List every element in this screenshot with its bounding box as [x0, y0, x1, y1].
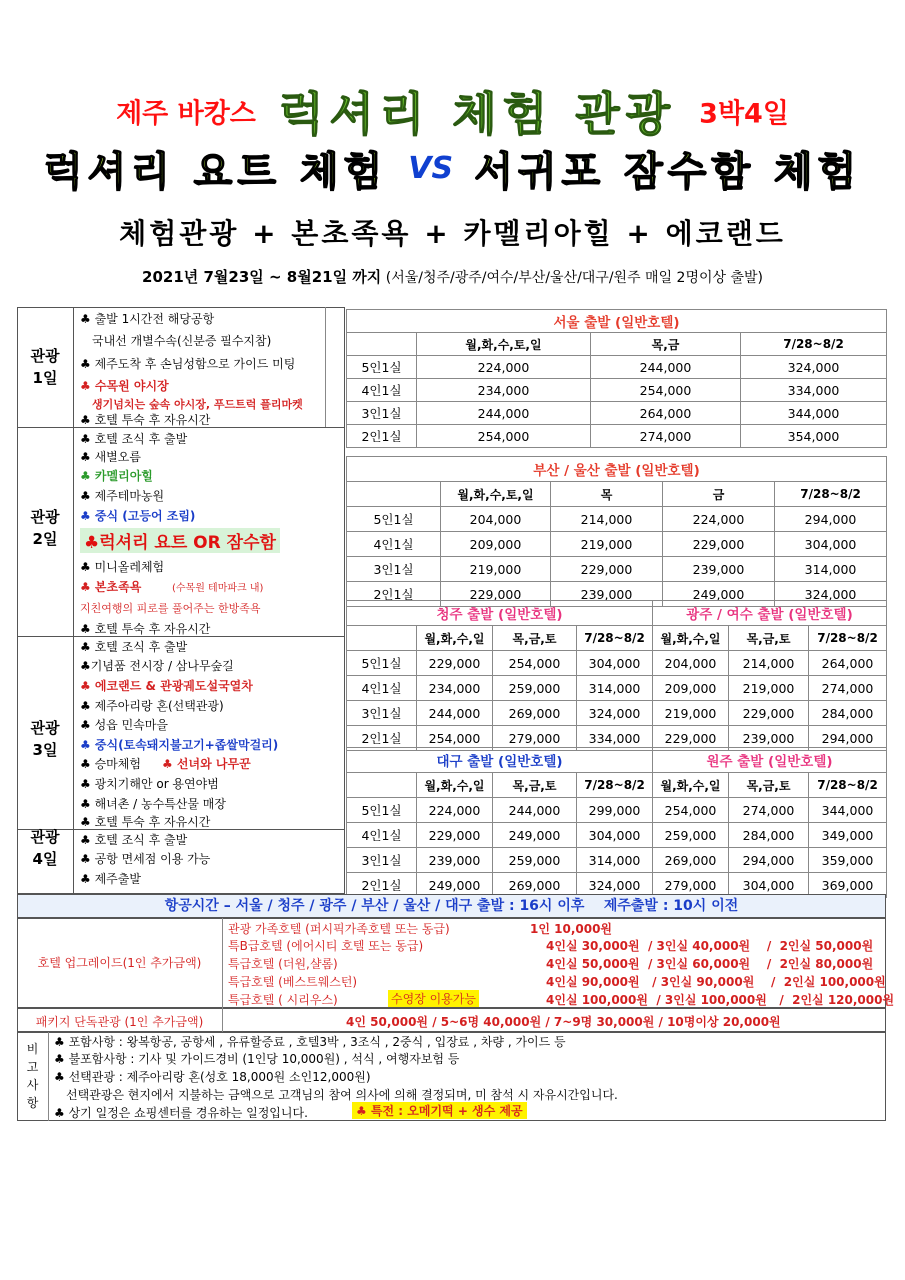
table-cell: 월,화,수,일	[653, 626, 729, 651]
table-cell: 219,000	[551, 532, 663, 557]
table-cell: 314,000	[577, 848, 653, 873]
table-cell: 369,000	[809, 873, 887, 898]
table-cell: 4인1실	[347, 532, 441, 557]
table-cell	[347, 626, 417, 651]
table-cell: 목	[551, 482, 663, 507]
table-cell: 7/28~8/2	[809, 626, 887, 651]
table-cell: 269,000	[493, 701, 577, 726]
headline-3: 체험관광 + 본초족욕 + 카멜리아힐 + 에코랜드	[119, 217, 786, 250]
table-cell: 344,000	[809, 798, 887, 823]
seoul-title: 서울 출발 (일반호텔)	[347, 310, 887, 333]
day2-item: ♣ 호텔 투숙 후 자유시간	[80, 622, 211, 636]
table-cell: 284,000	[809, 701, 887, 726]
day4-item: ♣ 공항 면세점 이용 가능	[80, 852, 211, 866]
day2-item: ♣ 호텔 조식 후 출발	[80, 432, 188, 446]
table-cell: 월,화,수,일	[653, 773, 729, 798]
table-cell: 금	[663, 482, 775, 507]
cheongju-title: 청주 출발 (일반호텔)	[347, 601, 653, 626]
daegu-wonju-price-table	[346, 747, 887, 898]
table-cell: 214,000	[551, 507, 663, 532]
pool-badge: 수영장 이용가능	[388, 990, 479, 1007]
day1-item: ♣ 제주도착 후 손님성함으로 가이드 미팅	[80, 357, 296, 371]
table-cell: 2인1실	[347, 873, 417, 898]
upgrade-hotel: 특급호텔 (베스트웨스턴)	[228, 975, 358, 989]
upgrade-price: 1인 10,000원	[530, 922, 613, 936]
table-cell: 월,화,수,일	[417, 626, 493, 651]
day2-item: ♣ 중식 (고등어 조림)	[80, 509, 196, 523]
table-cell: 264,000	[809, 651, 887, 676]
headline-left: 제주 바캉스	[116, 98, 256, 130]
table-cell: 304,000	[729, 873, 809, 898]
table-cell: 224,000	[417, 798, 493, 823]
table-cell: 7/28~8/2	[775, 482, 887, 507]
busan-title: 부산 / 울산 출발 (일반호텔)	[347, 457, 887, 482]
table-cell: 목,금,토	[493, 773, 577, 798]
table-row	[347, 356, 887, 379]
table-row	[347, 701, 887, 726]
upgrade-hotel: 특급호텔 (더원,샬롬)	[228, 957, 338, 971]
table-cell: 229,000	[441, 582, 551, 607]
table-row	[347, 676, 887, 701]
table-cell: 4인1실	[347, 676, 417, 701]
table-row	[347, 848, 887, 873]
note-line: ♣ 포함사항 : 왕복항공, 공항세 , 유류할증료 , 호텔3박 , 3조식 , 2중식 , 입장료 , 차량 , 가이드 등	[54, 1035, 566, 1049]
note-line: ♣ 상기 일정은 쇼핑센터를 경유하는 일정입니다.	[54, 1106, 308, 1120]
day3-item: ♣ 제주아리랑 혼(선택관광)	[80, 699, 224, 713]
day4-item: ♣ 호텔 조식 후 출발	[80, 833, 188, 847]
table-cell: 월,화,수,일	[417, 773, 493, 798]
table-cell: 349,000	[809, 823, 887, 848]
day2-item: ♣ 카멜리아힐	[80, 469, 153, 483]
table-cell: 359,000	[809, 848, 887, 873]
table-cell: 254,000	[417, 425, 591, 448]
headline-2	[0, 140, 905, 197]
table-cell: 219,000	[653, 701, 729, 726]
table-cell: 249,000	[663, 582, 775, 607]
gwangju-title: 광주 / 여수 출발 (일반호텔)	[653, 601, 887, 626]
table-cell: 304,000	[775, 532, 887, 557]
table-cell: 7/28~8/2	[577, 773, 653, 798]
table-cell: 259,000	[653, 823, 729, 848]
day3-item: ♣ 호텔 조식 후 출발	[80, 640, 188, 654]
day4-label: 관광 4일	[30, 828, 60, 868]
table-cell: 254,000	[417, 726, 493, 751]
col-head: 7/28~8/2	[741, 333, 887, 356]
table-cell: 249,000	[417, 873, 493, 898]
table-cell: 254,000	[591, 379, 741, 402]
table-cell: 239,000	[663, 557, 775, 582]
table-cell: 269,000	[493, 873, 577, 898]
busan-price-table	[346, 456, 887, 607]
day3-item: ♣ 중식(토속돼지불고기+좁쌀막걸리)	[80, 738, 279, 752]
table-cell: 2인1실	[347, 726, 417, 751]
table-cell: 239,000	[729, 726, 809, 751]
table-cell: 249,000	[493, 823, 577, 848]
table-cell	[347, 482, 441, 507]
table-cell	[347, 773, 417, 798]
notes-label: 비고사항	[26, 1042, 39, 1110]
table-cell: 244,000	[417, 701, 493, 726]
package-value: 4인 50,000원 / 5~6명 40,000원 / 7~9명 30,000원 / 10명이상 20,000원	[346, 1015, 781, 1029]
day4-item: ♣ 제주출발	[80, 872, 141, 886]
note-line: ♣ 불포함사항 : 기사 및 가이드경비 (1인당 10,000원) , 석식 , 여행자보험 등	[54, 1052, 460, 1066]
yacht-or-submarine: ♣럭셔리 요트 OR 잠수함	[80, 528, 280, 553]
special-badge: ♣ 특전 : 오메기떡 + 생수 제공	[352, 1102, 527, 1119]
table-row	[347, 402, 887, 425]
cheongju-gwangju-price-table	[346, 600, 887, 751]
upgrade-hotel: 특B급호텔 (에어시티 호텔 또는 동급)	[228, 939, 424, 953]
upgrade-price: 4인실 30,000원 / 3인실 40,000원 / 2인실 50,000원	[546, 939, 874, 953]
table-cell: 229,000	[653, 726, 729, 751]
table-cell: 목,금,토	[729, 773, 809, 798]
table-cell: 259,000	[493, 676, 577, 701]
table-row	[347, 425, 887, 448]
package-label: 패키지 단독관광 (1인 추가금액)	[35, 1015, 204, 1029]
table-cell: 244,000	[591, 356, 741, 379]
table-cell: 284,000	[729, 823, 809, 848]
table-cell: 219,000	[441, 557, 551, 582]
table-cell: 목,금,토	[729, 626, 809, 651]
table-cell: 274,000	[591, 425, 741, 448]
table-cell: 279,000	[493, 726, 577, 751]
upgrade-hotel: 특급호텔 ( 시리우스)	[228, 993, 338, 1007]
table-cell: 7/28~8/2	[809, 773, 887, 798]
table-cell: 239,000	[417, 848, 493, 873]
table-cell: 239,000	[551, 582, 663, 607]
table-cell: 229,000	[729, 701, 809, 726]
day1-item: 국내선 개별수속(신분증 필수지참)	[92, 334, 272, 348]
table-cell: 5인1실	[347, 356, 417, 379]
note-line: ♣ 선택관광 : 제주아리랑 혼(성호 18,000원 소인12,000원)	[54, 1070, 371, 1084]
table-cell: 229,000	[417, 823, 493, 848]
table-cell: 3인1실	[347, 402, 417, 425]
table-row	[347, 507, 887, 532]
table-cell: 5인1실	[347, 651, 417, 676]
vs-mark: VS	[408, 151, 454, 186]
yacht-title: 럭셔리 요트 체험	[43, 149, 388, 195]
seoul-price-table	[346, 309, 887, 448]
table-cell: 354,000	[741, 425, 887, 448]
upgrade-price: 4인실 90,000원 / 3인실 90,000원 / 2인실 100,000원	[546, 975, 886, 989]
table-cell: 314,000	[577, 676, 653, 701]
table-cell: 3인1실	[347, 701, 417, 726]
table-cell: 7/28~8/2	[577, 626, 653, 651]
table-cell: 299,000	[577, 798, 653, 823]
table-cell: 234,000	[417, 676, 493, 701]
table-cell: 304,000	[577, 651, 653, 676]
day1-item: ♣ 수목원 야시장	[80, 379, 169, 393]
daegu-title: 대구 출발 (일반호텔)	[347, 748, 653, 773]
day2-item: (수목원 테마파크 내)	[172, 583, 264, 594]
headline-main: 럭셔리 체험 관광	[278, 87, 677, 141]
table-row	[347, 532, 887, 557]
upgrade-hotel: 관광 가족호텔 (퍼시픽가족호텔 또는 동급)	[228, 922, 450, 936]
day2-item: ♣ 새별오름	[80, 450, 141, 464]
day3-item: ♣ 승마체험	[80, 757, 141, 771]
note-line: 선택관광은 현지에서 지불하는 금액으로 고객님의 참여 의사에 의해 결정되며, 미 참석 시 자유시간입니다.	[66, 1088, 618, 1102]
table-cell: 254,000	[493, 651, 577, 676]
day3-label: 관광 3일	[30, 719, 60, 759]
date-line	[0, 266, 905, 287]
table-cell: 4인1실	[347, 823, 417, 848]
headline-right: 3박4일	[699, 98, 789, 130]
headline-1	[0, 78, 905, 144]
table-cell: 244,000	[417, 402, 591, 425]
day2-item: ♣ 미니올레체험	[80, 560, 165, 574]
day3-item: ♣ 선녀와 나무꾼	[162, 757, 251, 771]
table-cell: 209,000	[653, 676, 729, 701]
table-row	[347, 557, 887, 582]
table-cell: 274,000	[729, 798, 809, 823]
upgrade-label: 호텔 업그레이드(1인 추가금액)	[37, 956, 202, 970]
table-cell: 목,금,토	[493, 626, 577, 651]
table-cell: 279,000	[653, 873, 729, 898]
day1-item: 생기넘치는 숲속 야시장, 푸드트럭 플리마켓	[92, 398, 303, 411]
table-cell: 204,000	[441, 507, 551, 532]
col-head: 목,금	[591, 333, 741, 356]
date-range: 2021년 7월23일 ~ 8월21일 까지	[142, 268, 382, 286]
table-cell: 264,000	[591, 402, 741, 425]
table-cell: 324,000	[577, 701, 653, 726]
table-cell: 214,000	[729, 651, 809, 676]
table-cell	[347, 333, 417, 356]
table-cell: 234,000	[417, 379, 591, 402]
table-cell: 324,000	[775, 582, 887, 607]
table-cell: 5인1실	[347, 507, 441, 532]
table-cell: 294,000	[775, 507, 887, 532]
table-cell: 4인1실	[347, 379, 417, 402]
day1-label: 관광 1일	[30, 347, 60, 387]
table-cell: 3인1실	[347, 557, 441, 582]
table-cell: 269,000	[653, 848, 729, 873]
table-cell: 229,000	[663, 532, 775, 557]
day2-label: 관광 2일	[30, 508, 60, 548]
table-cell: 324,000	[577, 873, 653, 898]
table-row	[347, 651, 887, 676]
day1-item: ♣ 출발 1시간전 해당공항	[80, 312, 215, 326]
table-cell: 304,000	[577, 823, 653, 848]
day3-item: ♣ 성읍 민속마을	[80, 718, 168, 732]
day3-item: ♣기념품 전시장 / 삼나무숲길	[80, 659, 234, 673]
table-cell: 209,000	[441, 532, 551, 557]
departure-cities: (서울/청주/광주/여수/부산/울산/대구/원주 매일 2명이상 출발)	[385, 270, 763, 286]
day2-item: ♣ 본초족욕	[80, 580, 142, 594]
table-cell: 2인1실	[347, 582, 441, 607]
upgrade-price: 4인실 100,000원 / 3인실 100,000원 / 2인실 120,000원	[546, 993, 895, 1007]
table-cell: 254,000	[653, 798, 729, 823]
table-cell: 월,화,수,토,일	[441, 482, 551, 507]
day1-item: ♣ 호텔 투숙 후 자유시간	[80, 413, 211, 427]
table-cell: 334,000	[577, 726, 653, 751]
table-cell: 274,000	[809, 676, 887, 701]
table-row	[347, 798, 887, 823]
table-cell: 224,000	[417, 356, 591, 379]
table-cell: 344,000	[741, 402, 887, 425]
day3-item: ♣ 호텔 투숙 후 자유시간	[80, 815, 211, 829]
table-cell: 324,000	[741, 356, 887, 379]
table-cell: 244,000	[493, 798, 577, 823]
day2-item: ♣ 제주테마농원	[80, 489, 165, 503]
table-cell: 219,000	[729, 676, 809, 701]
table-cell: 294,000	[809, 726, 887, 751]
day2-item: 지친여행의 피로를 풀어주는 한방족욕	[80, 602, 261, 615]
upgrade-price: 4인실 50,000원 / 3인실 60,000원 / 2인실 80,000원	[546, 957, 874, 971]
table-cell: 259,000	[493, 848, 577, 873]
table-row	[347, 823, 887, 848]
table-row	[347, 379, 887, 402]
day3-item: ♣ 해녀촌 / 농수특산물 매장	[80, 797, 226, 811]
table-cell: 334,000	[741, 379, 887, 402]
submarine-title: 서귀포 잠수함 체험	[474, 149, 862, 195]
table-cell: 204,000	[653, 651, 729, 676]
day3-item: ♣ 광치기해안 or 용연야범	[80, 777, 219, 791]
table-cell: 229,000	[551, 557, 663, 582]
table-cell: 229,000	[417, 651, 493, 676]
table-cell: 3인1실	[347, 848, 417, 873]
table-cell: 5인1실	[347, 798, 417, 823]
table-cell: 224,000	[663, 507, 775, 532]
wonju-title: 원주 출발 (일반호텔)	[653, 748, 887, 773]
day3-item: ♣ 에코랜드 & 관광궤도설국열차	[80, 679, 253, 693]
table-cell: 2인1실	[347, 425, 417, 448]
table-cell: 314,000	[775, 557, 887, 582]
flight-time-bar: 항공시간 – 서울 / 청주 / 광주 / 부산 / 울산 / 대구 출발 : 16시 이후 제주출발 : 10시 이전	[17, 894, 886, 918]
table-cell: 294,000	[729, 848, 809, 873]
col-head: 월,화,수,토,일	[417, 333, 591, 356]
